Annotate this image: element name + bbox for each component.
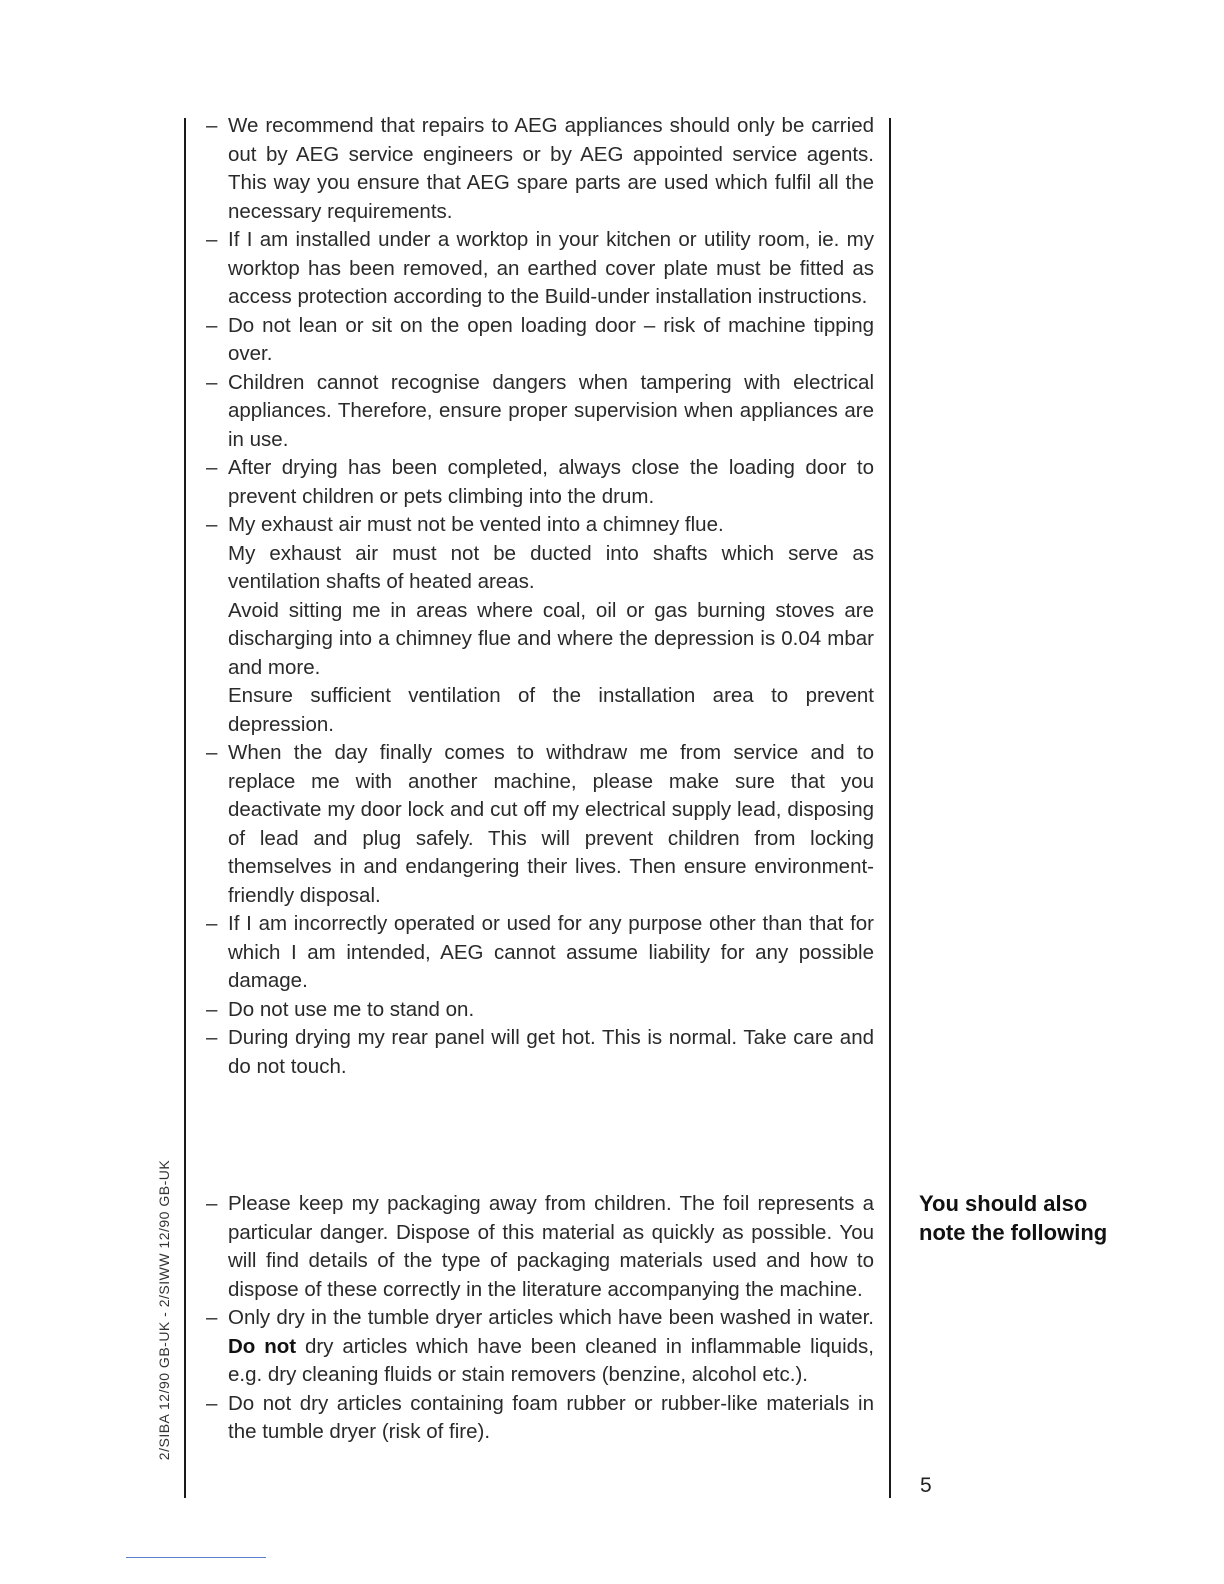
dash-bullet: – bbox=[206, 456, 218, 479]
list-item bbox=[206, 511, 874, 739]
list-item-text: After drying has been completed, always close the loading door to prevent children or pets climbing into the drum. bbox=[228, 456, 874, 508]
dash-bullet: – bbox=[206, 1026, 218, 1049]
list-item bbox=[206, 112, 874, 226]
list-item-text-end: dry articles which have been cleaned in inflammable liquids, e.g. dry cleaning fluids or stain removers (benzine, alcohol etc.). bbox=[228, 1334, 874, 1386]
list-item-continuation: My exhaust air must not be ducted into shafts which serve as ventilation shafts of heated areas. bbox=[228, 541, 874, 593]
emphasis-do-not: Do not bbox=[228, 1334, 297, 1358]
section-heading: You should also note the following bbox=[919, 1191, 1108, 1245]
list-item-text: When the day finally comes to withdraw me from service and to replace me with another machine, please make sure that you deactivate my door lock and cut off my electrical supply lead, disposing of lead and plug safely. This will prevent children from locking themselves in and endangering their lives. Then ensure environment-friendly disposal. bbox=[228, 741, 874, 907]
left-margin-rule bbox=[184, 118, 186, 1498]
list-item bbox=[206, 369, 874, 455]
list-item-continuation: Avoid sitting me in areas where coal, oil or gas burning stoves are discharging into a chimney flue and where the depression is 0.04 mbar and more. bbox=[228, 598, 874, 679]
list-item bbox=[206, 1390, 874, 1447]
list-item bbox=[206, 910, 874, 996]
list-item-text: Children cannot recognise dangers when tampering with electrical appliances. Therefore, ensure proper supervision when appliances are in use. bbox=[228, 370, 874, 451]
list-item-text-start: Only dry in the tumble dryer articles which have been washed in water. bbox=[228, 1306, 874, 1329]
list-item bbox=[206, 1304, 874, 1390]
document-code: 2/SIBA 12/90 GB-UK - 2/SIWW 12/90 GB-UK bbox=[156, 1159, 172, 1461]
dash-bullet: – bbox=[206, 1391, 218, 1415]
dash-bullet: – bbox=[206, 313, 218, 337]
dash-bullet: – bbox=[206, 741, 218, 764]
list-item bbox=[206, 1190, 874, 1304]
list-item-text: Please keep my packaging away from children. The foil represents a particular danger. Dispose of this material as quickly as possible. You will find details of the type of packaging materials used and how to dispose of these correctly in the literature accompanying the machine. bbox=[228, 1192, 874, 1301]
list-item-text: Do not use me to stand on. bbox=[228, 997, 475, 1021]
page-number: 5 bbox=[920, 1474, 932, 1497]
list-item-text: If I am incorrectly operated or used for any purpose other than that for which I am intended, AEG cannot assume liability for any possible damage. bbox=[228, 912, 874, 992]
dash-bullet: – bbox=[206, 1306, 218, 1329]
list-item bbox=[206, 739, 874, 910]
safety-instructions-list bbox=[206, 112, 874, 1081]
also-note-list bbox=[206, 1190, 874, 1447]
dash-bullet: – bbox=[206, 228, 218, 251]
list-item-text: Do not dry articles containing foam rubber or rubber-like materials in the tumble dryer (risk of fire). bbox=[228, 1391, 874, 1443]
list-item-text: My exhaust air must not be vented into a chimney flue. bbox=[228, 513, 724, 536]
list-item bbox=[206, 454, 874, 511]
dash-bullet: – bbox=[206, 1192, 218, 1215]
list-item-text bbox=[228, 1304, 874, 1390]
list-item bbox=[206, 226, 874, 312]
dash-bullet: – bbox=[206, 513, 218, 536]
dash-bullet: – bbox=[206, 997, 218, 1021]
list-item-text: During drying my rear panel will get hot. This is normal. Take care and do not touch. bbox=[228, 1026, 874, 1078]
dash-bullet: – bbox=[206, 114, 218, 137]
list-item bbox=[206, 1024, 874, 1081]
list-item bbox=[206, 312, 874, 369]
dash-bullet: – bbox=[206, 912, 218, 935]
list-item-text: Do not lean or sit on the open loading door – risk of machine tipping over. bbox=[228, 313, 874, 365]
list-item-text: We recommend that repairs to AEG appliances should only be carried out by AEG service engineers or by AEG appointed service agents. This way you ensure that AEG spare parts are used which fulfil all the necessary requirements. bbox=[228, 114, 874, 223]
footer-rule bbox=[126, 1557, 266, 1558]
right-margin-rule bbox=[889, 118, 891, 1498]
dash-bullet: – bbox=[206, 370, 218, 394]
list-item-continuation: Ensure sufficient ventilation of the installation area to prevent depression. bbox=[228, 684, 874, 736]
list-item bbox=[206, 996, 874, 1025]
list-item-text: If I am installed under a worktop in your kitchen or utility room, ie. my worktop has been removed, an earthed cover plate must be fitted as access protection according to the Build-under installation instructions. bbox=[228, 228, 874, 308]
